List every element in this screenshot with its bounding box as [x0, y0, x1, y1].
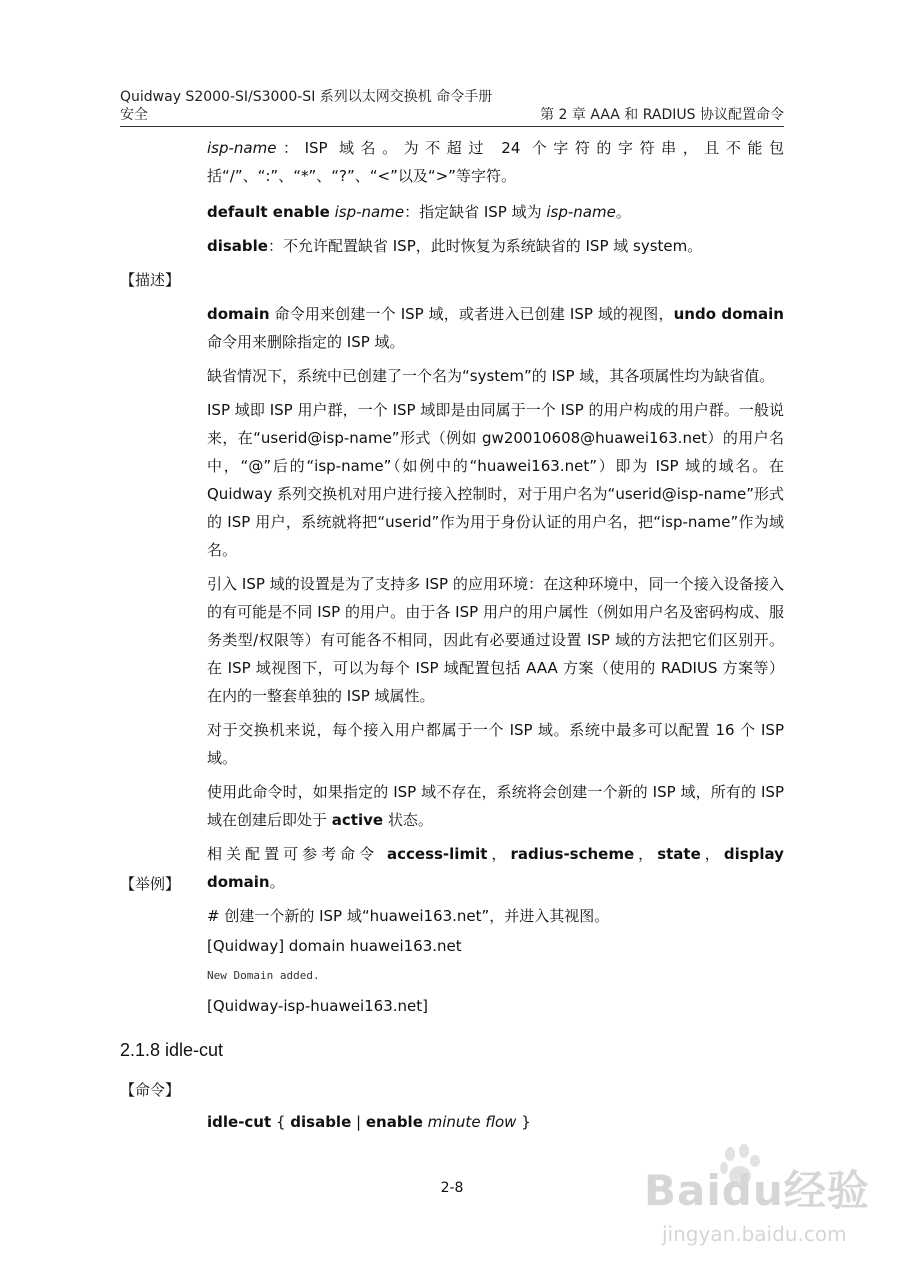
desc-p4: 引入 ISP 域的设置是为了支持多 ISP 的应用环境：在这种环境中，同一个接入设备接入的有可能是不同 ISP 的用户。由于各 ISP 用户的用户属性（例如用户名及密码构成、服务类型/权限等）有可能各不相同，因此有必要通过设置 ISP 域的方法把它们区别开。在 ISP 域视图下，可以为每个 ISP 域配置包括 AAA 方案（使用的 RADIUS 方案等）在内的一整套单独的 ISP 域属性。 — [207, 575, 784, 705]
header-section: 安全 — [120, 107, 148, 123]
param-default-enable: default enable isp-name：指定缺省 ISP 域为 isp-name。 — [207, 203, 631, 221]
example-block — [207, 902, 784, 1020]
desc-p5: 对于交换机来说，每个接入用户都属于一个 ISP 域。系统中最多可以配置 16 个 ISP 域。 — [207, 721, 784, 767]
example-output: New Domain added. — [207, 969, 320, 982]
header-rule — [120, 126, 784, 127]
command-syntax: idle-cut { disable | enable minute flow } — [207, 1113, 531, 1131]
desc-p1: domain 命令用来创建一个 ISP 域，或者进入已创建 ISP 域的视图，undo domain 命令用来删除指定的 ISP 域。 — [207, 305, 784, 351]
header-row — [120, 106, 784, 124]
watermark-url: jingyan.baidu.com — [662, 1222, 847, 1246]
watermark-logo: Baidu经验 — [644, 1166, 870, 1215]
example-heading: 【举例】 — [120, 875, 181, 893]
param-isp-name: isp-name：ISP 域名。为不超过 24 个字符的字符串，且不能包括“/”、“:”、“*”、“?”、“<”以及“>”等字符。 — [207, 139, 784, 185]
desc-heading: 【描述】 — [120, 271, 181, 289]
header-title: Quidway S2000-SI/S3000-SI 系列以太网交换机 命令手册 — [120, 89, 493, 105]
example-comment: # 创建一个新的 ISP 域“huawei163.net”，并进入其视图。 — [207, 907, 610, 925]
example-command: [Quidway] domain huawei163.net — [207, 937, 462, 955]
header-chapter: 第 2 章 AAA 和 RADIUS 协议配置命令 — [540, 107, 784, 123]
desc-p2: 缺省情况下，系统中已创建了一个名为“system”的 ISP 域，其各项属性均为缺省值。 — [207, 367, 775, 385]
baidu-watermark — [636, 1138, 876, 1268]
description-block — [207, 300, 784, 896]
command-heading: 【命令】 — [120, 1081, 181, 1099]
example-prompt: [Quidway-isp-huawei163.net] — [207, 997, 428, 1015]
param-disable: disable：不允许配置缺省 ISP，此时恢复为系统缺省的 ISP 域 system。 — [207, 237, 703, 255]
param-list — [207, 134, 784, 260]
section-title: 2.1.8 idle-cut — [120, 1040, 224, 1060]
page-number: 2-8 — [440, 1180, 464, 1196]
desc-p6: 使用此命令时，如果指定的 ISP 域不存在，系统将会创建一个新的 ISP 域，所有的 ISP 域在创建后即处于 active 状态。 — [207, 783, 784, 829]
desc-p7: 相关配置可参考命令 access-limit，radius-scheme，state，display domain。 — [207, 845, 784, 891]
desc-p3: ISP 域即 ISP 用户群，一个 ISP 域即是由同属于一个 ISP 的用户构成的用户群。一般说来，在“userid@isp-name”形式（例如 gw20010608@huawei163.net）的用户名中，“@”后的“isp-name”（如例中的“huawei163.net”）即为 ISP 域的域名。在 Quidway 系列交换机对用户进行接入控制时，对于用户名为“userid@isp-name”形式的 ISP 用户，系统就将把“userid”作为用于身份认证的用户名，把“isp-name”作为域名。 — [207, 401, 784, 559]
